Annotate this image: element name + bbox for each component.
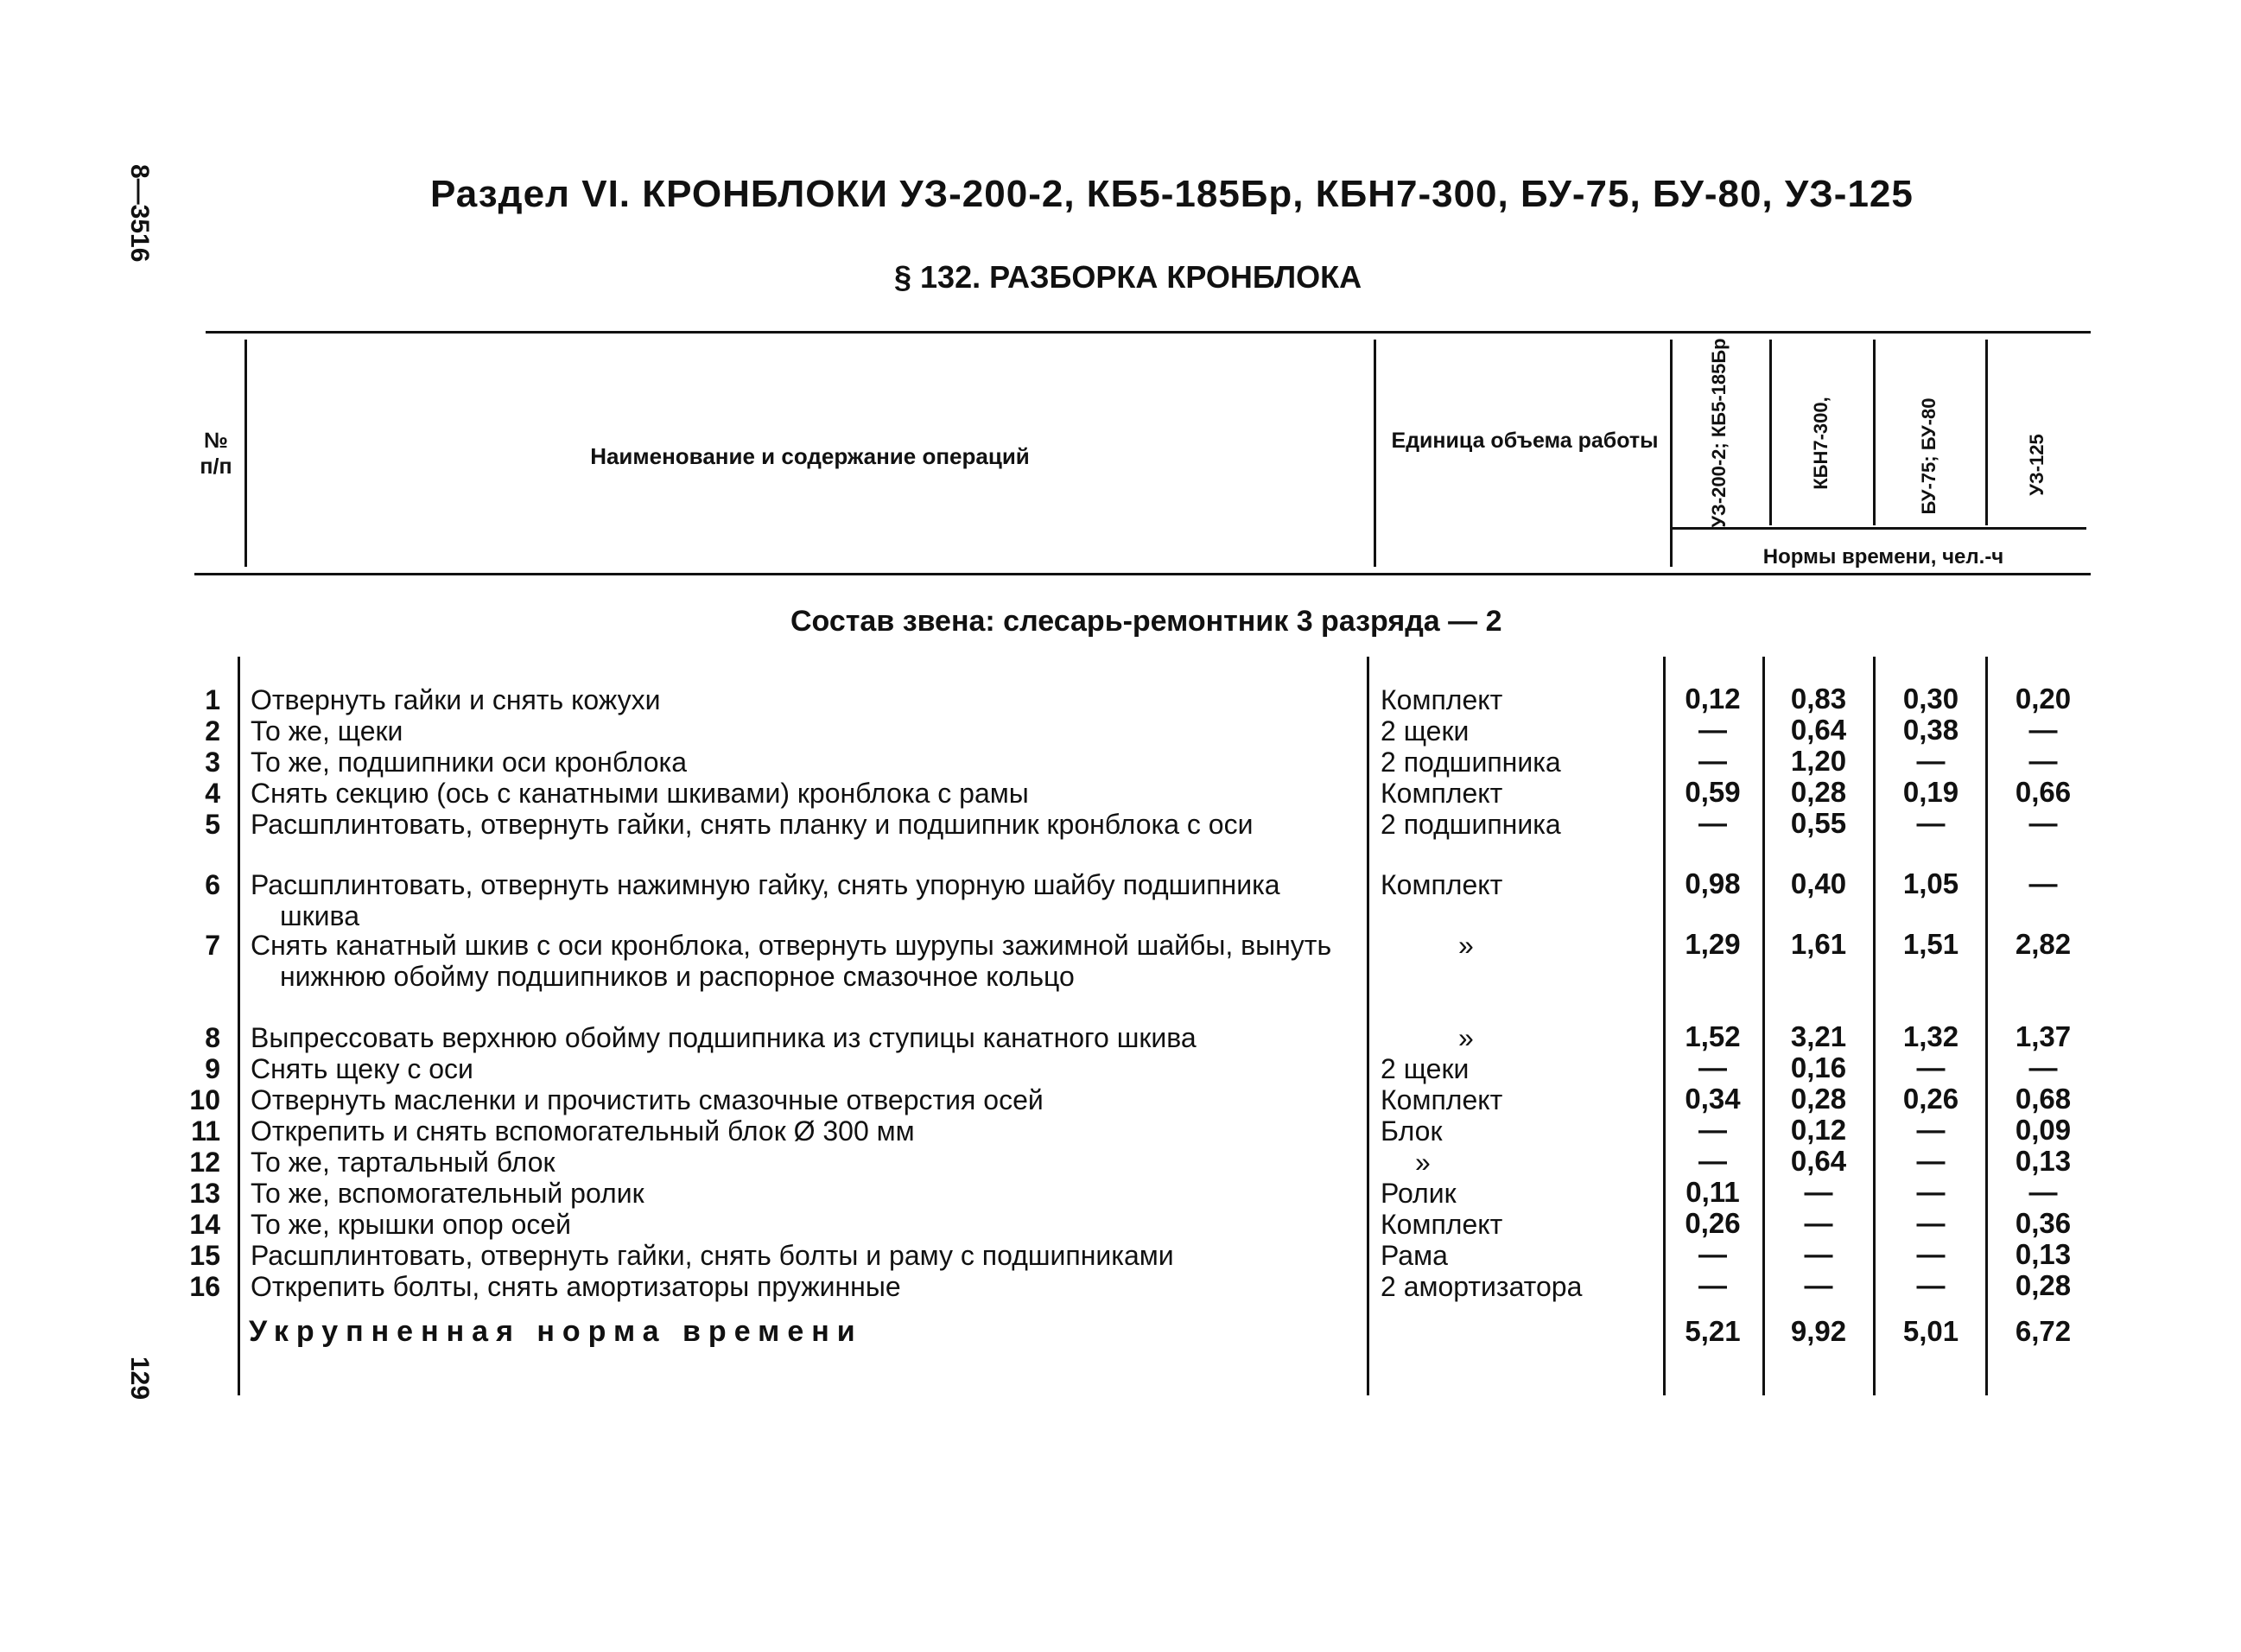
row-unit: » xyxy=(1458,1022,1474,1053)
row-value: 0,64 xyxy=(1790,714,1847,746)
header-norms: Нормы времени, чел.-ч xyxy=(1762,545,2004,569)
row-value: 1,05 xyxy=(1902,867,1959,899)
row-value: 1,32 xyxy=(1902,1020,1959,1052)
row-operation: Открепить болты, снять амортизаторы пружинные xyxy=(251,1271,901,1302)
row-number: 9 xyxy=(205,1053,220,1084)
row-operation: Расшплинтовать, отвернуть гайки, снять болты и раму с подшипниками xyxy=(251,1240,1174,1271)
total-value: 9,92 xyxy=(1790,1315,1847,1347)
row-value: — xyxy=(2028,745,2058,777)
total-value: 5,21 xyxy=(1685,1315,1741,1347)
row-unit: 2 щеки xyxy=(1381,715,1470,747)
row-number: 13 xyxy=(189,1178,220,1209)
margin-code: 8—3516 xyxy=(125,164,154,263)
row-value: — xyxy=(1698,1052,1727,1083)
row-operation: Снять секцию (ось с канатными шкивами) кронблока с рамы xyxy=(251,778,1029,809)
row-value: — xyxy=(1804,1269,1833,1301)
row-value: 1,29 xyxy=(1685,928,1741,960)
header-col4: УЗ-125 xyxy=(2026,434,2047,496)
row-value: — xyxy=(1916,1269,1946,1301)
header-vline xyxy=(1670,340,1673,567)
header-number: № п/п xyxy=(200,429,232,479)
page-number: 129 xyxy=(125,1357,154,1401)
row-operation: Отвернуть гайки и снять кожухи xyxy=(251,684,661,715)
row-number: 14 xyxy=(189,1209,220,1240)
row-value: 2,82 xyxy=(2015,928,2072,960)
row-value: 0,26 xyxy=(1902,1083,1959,1115)
row-number: 15 xyxy=(189,1240,220,1271)
row-operation: Снять щеку с оси xyxy=(251,1053,473,1084)
row-value: 0,26 xyxy=(1685,1207,1741,1239)
row-value: 0,28 xyxy=(2015,1269,2072,1301)
row-value: — xyxy=(2028,1176,2058,1208)
row-unit: Комплект xyxy=(1381,869,1503,900)
row-value: 0,30 xyxy=(1902,683,1959,715)
row-value: 1,51 xyxy=(1902,928,1959,960)
header-bottom-rule xyxy=(194,573,2091,575)
total-value: 6,72 xyxy=(2015,1315,2072,1347)
row-value: — xyxy=(1916,1238,1946,1270)
header-vline xyxy=(1374,340,1376,567)
section-title: Раздел VI. КРОНБЛОКИ УЗ-200-2, КБ5-185Бр, КБН7-300, БУ-75, БУ-80, УЗ-125 xyxy=(430,173,1914,215)
row-value: — xyxy=(1916,807,1946,839)
row-value: 0,36 xyxy=(2015,1207,2072,1239)
row-operation: Отвернуть масленки и прочистить смазочные отверстия осей xyxy=(251,1084,1044,1115)
body-vline xyxy=(1985,657,1988,1395)
row-value: — xyxy=(1698,1269,1727,1301)
row-value: — xyxy=(2028,807,2058,839)
row-value: 1,52 xyxy=(1685,1020,1741,1052)
row-number: 10 xyxy=(189,1084,220,1115)
header-vline xyxy=(1985,340,1988,525)
row-value: — xyxy=(1804,1238,1833,1270)
row-value: 0,11 xyxy=(1686,1176,1740,1208)
body-vline xyxy=(238,657,240,1395)
row-unit: Рама xyxy=(1381,1240,1448,1271)
row-value: 0,40 xyxy=(1790,867,1847,899)
header-col3: БУ-75; БУ-80 xyxy=(1918,397,1939,515)
row-value: 0,64 xyxy=(1790,1145,1847,1177)
row-operation: Расшплинтовать, отвернуть нажимную гайку, снять упорную шайбу подшипника шкива xyxy=(251,869,1280,931)
row-value: — xyxy=(1698,1238,1727,1270)
row-unit: Комплект xyxy=(1381,778,1503,809)
body-vline xyxy=(1367,657,1369,1395)
row-value: — xyxy=(1698,1145,1727,1177)
row-value: — xyxy=(1916,745,1946,777)
row-value: — xyxy=(1698,1114,1727,1146)
row-value: 1,20 xyxy=(1790,745,1847,777)
row-value: 1,37 xyxy=(2015,1020,2072,1052)
row-value: — xyxy=(1804,1207,1833,1239)
row-value: — xyxy=(1804,1176,1833,1208)
row-value: — xyxy=(1698,807,1727,839)
row-value: 0,12 xyxy=(1790,1114,1847,1146)
row-value: — xyxy=(1698,714,1727,746)
row-number: 16 xyxy=(189,1271,220,1302)
row-value: 0,66 xyxy=(2015,776,2072,808)
row-number: 1 xyxy=(205,684,220,715)
norms-rule xyxy=(1672,527,2086,530)
row-operation: Расшплинтовать, отвернуть гайки, снять планку и подшипник кронблока с оси xyxy=(251,809,1254,840)
row-number: 5 xyxy=(205,809,220,840)
row-unit: » xyxy=(1415,1147,1431,1178)
row-unit: Комплект xyxy=(1381,1084,1503,1115)
row-value: 0,34 xyxy=(1685,1083,1741,1115)
row-value: — xyxy=(2028,1052,2058,1083)
row-value: 0,83 xyxy=(1790,683,1847,715)
row-value: 3,21 xyxy=(1790,1020,1847,1052)
row-value: 0,55 xyxy=(1790,807,1847,839)
row-number: 8 xyxy=(205,1022,220,1053)
header-col1: УЗ-200-2; КБ5-185Бр xyxy=(1708,338,1730,528)
row-value: 0,16 xyxy=(1790,1052,1847,1083)
row-value: — xyxy=(1916,1052,1946,1083)
row-unit: 2 подшипника xyxy=(1381,809,1561,840)
row-unit: 2 щеки xyxy=(1381,1053,1470,1084)
row-unit: 2 амортизатора xyxy=(1381,1271,1583,1302)
row-operation: То же, подшипники оси кронблока xyxy=(251,747,688,778)
row-number: 3 xyxy=(205,747,220,778)
row-number: 7 xyxy=(205,930,220,961)
header-vline xyxy=(244,340,247,567)
row-value: 0,20 xyxy=(2015,683,2072,715)
row-value: — xyxy=(1916,1114,1946,1146)
row-value: 0,19 xyxy=(1902,776,1959,808)
header-unit: Единица объема работы xyxy=(1391,429,1659,453)
row-unit: » xyxy=(1458,930,1474,961)
total-value: 5,01 xyxy=(1902,1315,1959,1347)
row-value: 0,98 xyxy=(1685,867,1741,899)
row-value: 0,12 xyxy=(1685,683,1741,715)
row-value: 0,28 xyxy=(1790,776,1847,808)
row-unit: Комплект xyxy=(1381,1209,1503,1240)
row-value: — xyxy=(1698,745,1727,777)
header-top-rule xyxy=(206,331,2091,334)
body-vline xyxy=(1873,657,1876,1395)
row-value: — xyxy=(1916,1145,1946,1177)
row-value: 1,61 xyxy=(1790,928,1847,960)
header-operation: Наименование и содержание операций xyxy=(590,443,1030,469)
header-vline xyxy=(1873,340,1876,525)
row-unit: 2 подшипника xyxy=(1381,747,1561,778)
row-number: 12 xyxy=(189,1147,220,1178)
row-value: 0,13 xyxy=(2015,1145,2072,1177)
total-label: Укрупненная норма времени xyxy=(249,1315,863,1348)
row-number: 2 xyxy=(205,715,220,747)
row-operation: То же, крышки опор осей xyxy=(251,1209,572,1240)
row-number: 4 xyxy=(205,778,220,809)
row-value: 0,68 xyxy=(2015,1083,2072,1115)
paragraph-title: § 132. РАЗБОРКА КРОНБЛОКА xyxy=(894,259,1362,295)
row-value: 0,59 xyxy=(1685,776,1741,808)
row-operation: Открепить и снять вспомогательный блок Ø 300 мм xyxy=(251,1115,915,1147)
row-value: — xyxy=(2028,867,2058,899)
row-value: 0,28 xyxy=(1790,1083,1847,1115)
row-unit: Ролик xyxy=(1381,1178,1457,1209)
row-value: — xyxy=(1916,1207,1946,1239)
row-unit: Комплект xyxy=(1381,684,1503,715)
row-operation: Выпрессовать верхнюю обойму подшипника из ступицы канатного шкива xyxy=(251,1022,1197,1053)
row-operation: То же, щеки xyxy=(251,715,403,747)
row-value: — xyxy=(1916,1176,1946,1208)
row-number: 6 xyxy=(205,869,220,900)
header-col2: КБН7-300, xyxy=(1810,397,1832,490)
row-operation: То же, вспомогательный ролик xyxy=(251,1178,644,1209)
row-value: — xyxy=(2028,714,2058,746)
row-operation: То же, тартальный блок xyxy=(251,1147,555,1178)
body-vline xyxy=(1762,657,1765,1395)
crew-composition: Состав звена: слесарь-ремонтник 3 разряда — 2 xyxy=(790,605,1502,638)
row-value: 0,09 xyxy=(2015,1114,2072,1146)
header-vline xyxy=(1769,340,1772,525)
row-value: 0,38 xyxy=(1902,714,1959,746)
row-number: 11 xyxy=(191,1115,220,1147)
row-unit: Блок xyxy=(1381,1115,1443,1147)
row-operation: Снять канатный шкив с оси кронблока, отвернуть шурупы зажимной шайбы, вынуть нижнюю обойму подшипников и распорное смазочное кольцо xyxy=(251,930,1332,992)
row-value: 0,13 xyxy=(2015,1238,2072,1270)
